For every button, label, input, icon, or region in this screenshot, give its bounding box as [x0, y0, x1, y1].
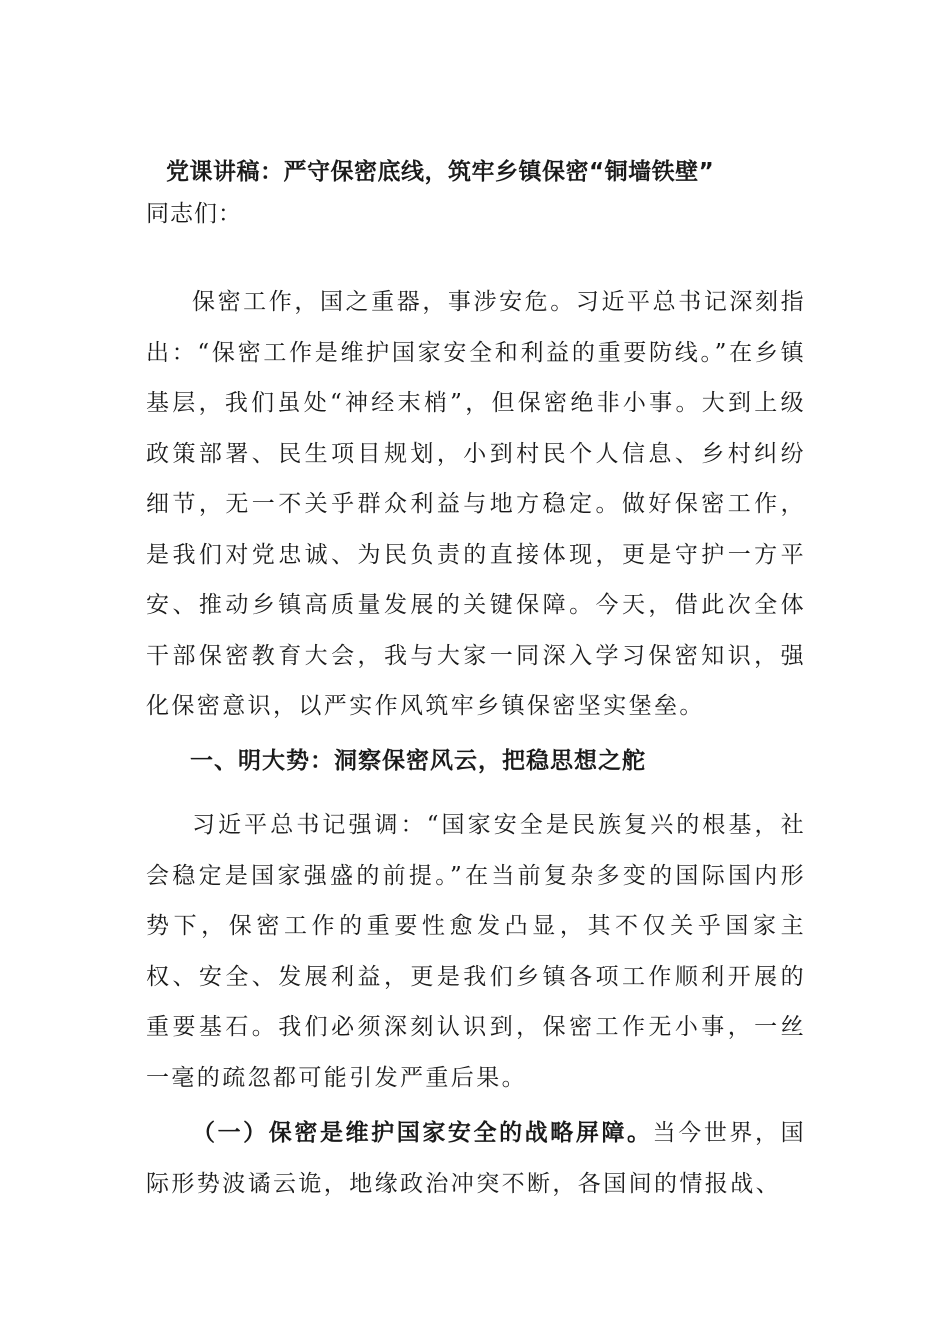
document-title: 党课讲稿：严守保密底线，筑牢乡镇保密“铜墙铁壁”: [166, 159, 715, 185]
paragraph-intro: 保密工作，国之重器，事涉安危。习近平总书记深刻指出：“保密工作是维护国家安全和利益的重要防线。”在乡镇基层，我们虽处“神经末梢”，但保密绝非小事。大到上级政策部署、民生项目规划，小到村民个人信息、乡村纠纷细节，无一不关乎群众利益与地方稳定。做好保密工作，是我们对党忠诚、为民负责的直接体现，更是守护一方平安、推动乡镇高质量发展的关键保障。今天，借此次全体干部保密教育大会，我与大家一同深入学习保密知识，强化保密意识，以严实作风筑牢乡镇保密坚实堡垒。: [146, 289, 806, 719]
paragraph-body-text: 当今世界，国际形势波谲云诡，地缘政治冲突不断，各国间的情报战、: [146, 1120, 806, 1197]
paragraph-situation: 习近平总书记强调：“国家安全是民族复兴的根基，社会稳定是国家强盛的前提。”在当前复杂多变的国际国内形势下，保密工作的重要性愈发凸显，其不仅关乎国家主权、安全、发展利益，更是我们乡镇各项工作顺利开展的重要基石。我们必须深刻认识到，保密工作无小事，一丝一毫的疏忽都可能引发严重后果。: [146, 812, 806, 1091]
paragraph-strategic-barrier: [146, 1108, 806, 1209]
section-heading-1: 一、明大势：洞察保密风云，把稳思想之舵: [190, 748, 646, 774]
document-page: [146, 0, 806, 1344]
salutation: 同志们：: [146, 201, 242, 227]
paragraph-lead-bold: （一）保密是维护国家安全的战略屏障。: [192, 1120, 653, 1146]
